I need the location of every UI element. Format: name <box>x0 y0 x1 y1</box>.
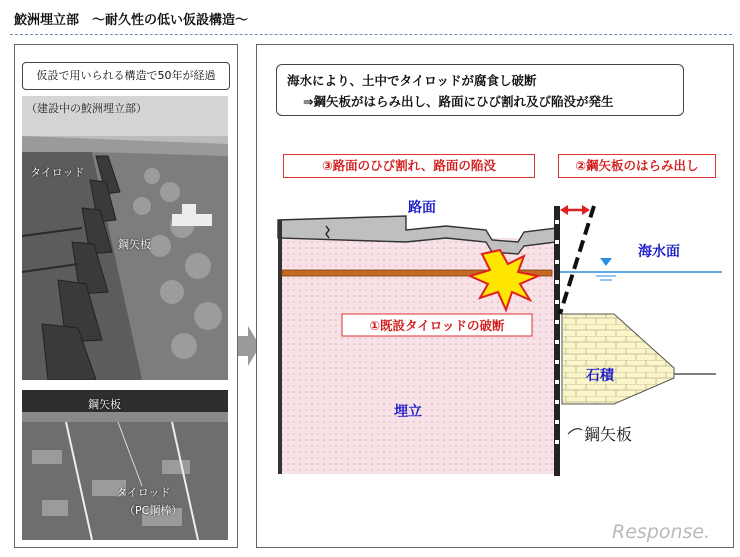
road-label: 路面 <box>408 200 436 216</box>
photo2-material-label: （PC鋼棒） <box>124 504 183 517</box>
left-caption: 仮設で用いられる構造で50年が経過 <box>22 62 230 90</box>
construction-photo-caption: （建設中の鮫洲埋立部） <box>26 102 147 115</box>
sheet-pile-bulge-callout: ②鋼矢板のはらみ出し <box>558 154 716 178</box>
watermark-logo: Response. <box>612 521 711 543</box>
stone-masonry <box>562 314 674 404</box>
cause-note-box <box>276 64 684 116</box>
tie-rod-break-callout: ①既設タイロッドの破断 <box>369 318 505 333</box>
stone-label: 石積 <box>586 368 614 384</box>
cause-note-line1: 海水により、土中でタイロッドが腐食し破断 <box>287 73 537 88</box>
left-wall <box>278 220 282 474</box>
road-crack-callout: ③路面のひび割れ、路面の陥没 <box>283 154 535 178</box>
photo2-sheet-pile-label: 鋼矢板 <box>88 398 121 411</box>
cause-note-line2: ⇒鋼矢板がはらみ出し、路面にひび割れ及び陥没が発生 <box>303 94 614 109</box>
sheet-pile-pointer <box>568 429 582 434</box>
photo2-tie-rod-label: タイロッド <box>116 486 171 499</box>
photo1-tie-rod-label: タイロッド <box>30 166 85 179</box>
cross-section-diagram <box>256 180 732 500</box>
water-level-icon <box>600 258 612 266</box>
photo1-sheet-pile-label: 鋼矢板 <box>118 238 151 251</box>
sea-level-label: 海水面 <box>638 244 680 260</box>
sheet-pile-label: 鋼矢板 <box>584 425 633 444</box>
construction-photo <box>22 96 228 380</box>
page-title: 鮫洲埋立部 ～耐久性の低い仮設構造～ <box>14 13 249 28</box>
fill-label: 埋立 <box>394 404 422 420</box>
title-divider <box>10 34 732 35</box>
bulged-sheet-pile <box>560 206 594 314</box>
tie-rod-photo <box>22 390 228 540</box>
